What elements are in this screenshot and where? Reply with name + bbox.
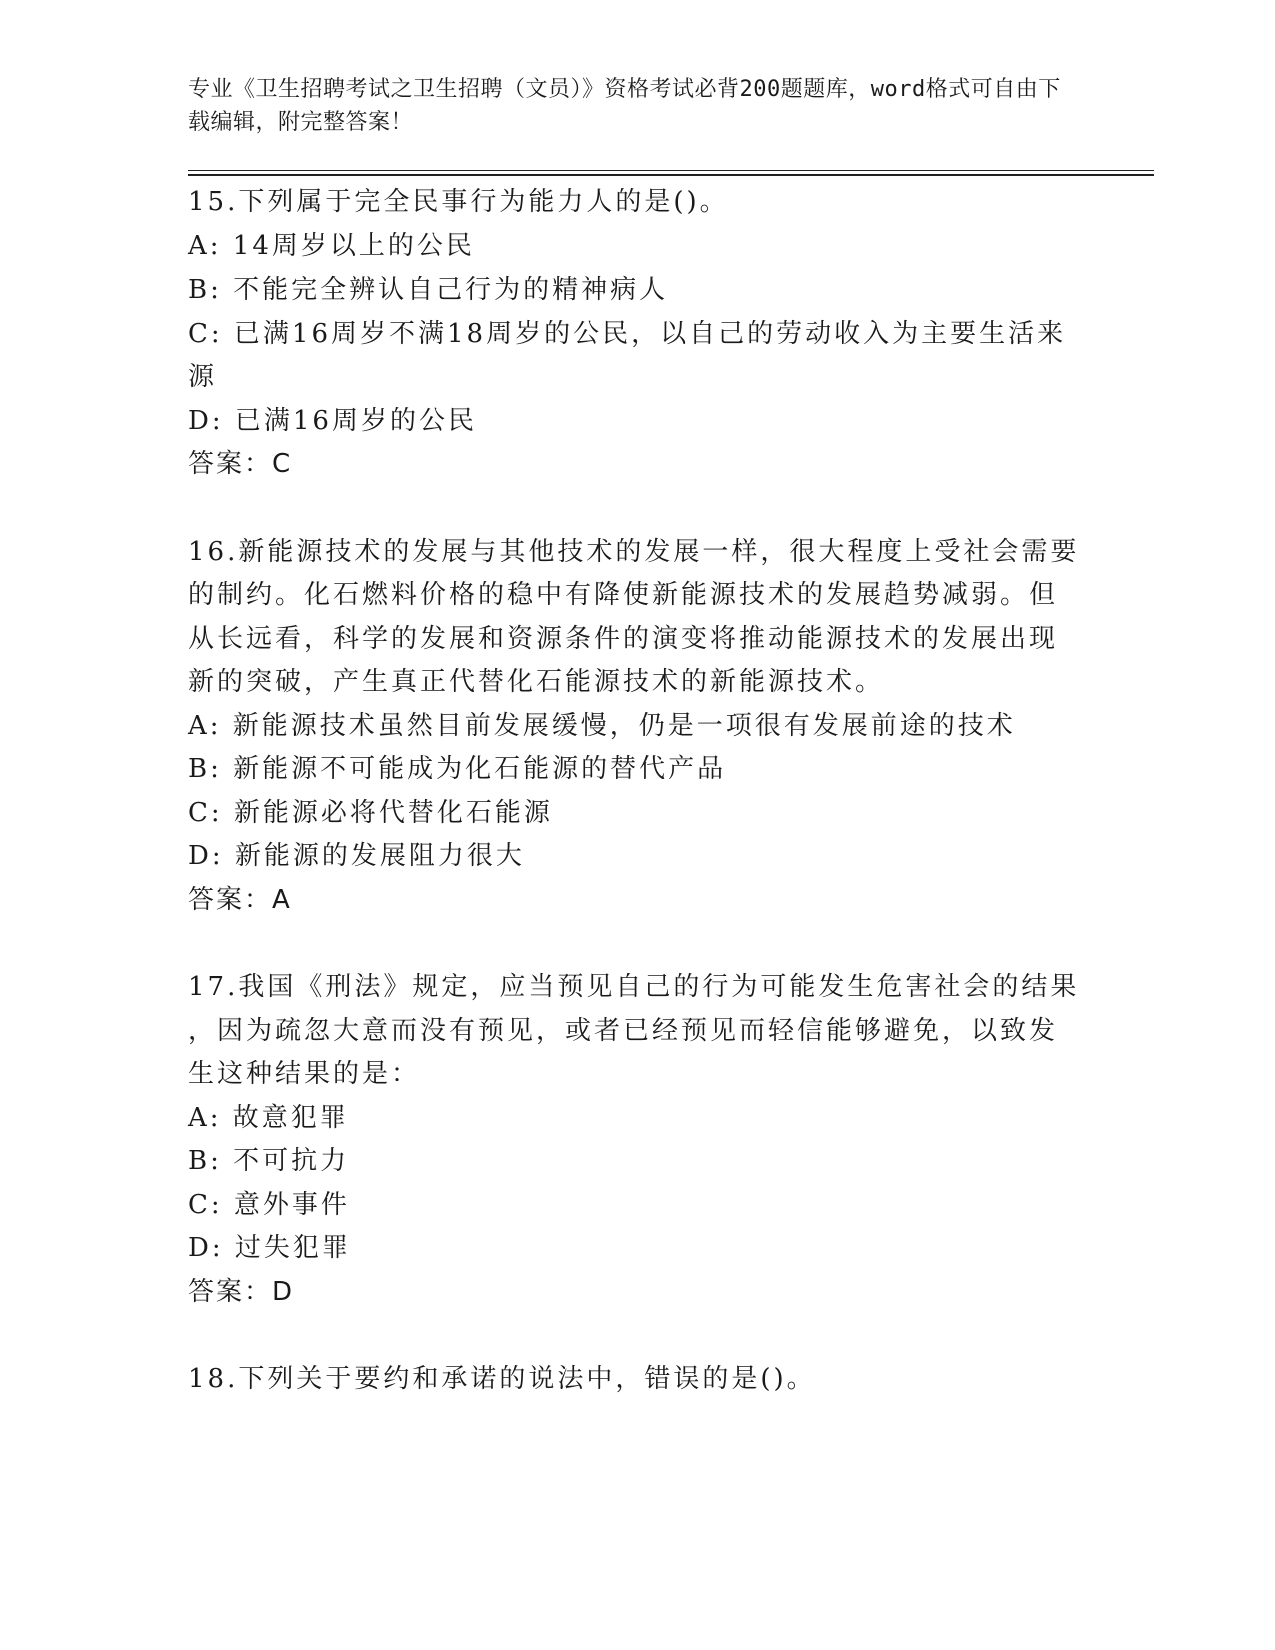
question-15-answer: 答案：C [188,449,293,479]
question-18-stem: 18.下列关于要约和承诺的说法中，错误的是()。 [188,1364,816,1394]
question-15-option-d: D: 已满16周岁的公民 [188,406,477,436]
question-17-stem-line-3: 生这种结果的是： [188,1059,421,1089]
question-16-option-d: D: 新能源的发展阻力很大 [188,841,525,871]
question-17-stem-line-1: 17.我国《刑法》规定，应当预见自己的行为可能发生危害社会的结果 [188,972,1080,1002]
question-16-stem-line-2: 的制约。化石燃料价格的稳中有降使新能源技术的发展趋势减弱。但 [188,580,1059,610]
question-15-option-c-cont: 源 [188,362,218,392]
question-17-option-a: A: 故意犯罪 [188,1103,349,1133]
question-16-option-b: B: 新能源不可能成为化石能源的替代产品 [188,754,727,784]
question-16-stem-line-1: 16.新能源技术的发展与其他技术的发展一样，很大程度上受社会需要 [188,537,1080,567]
header-divider-thick [188,174,1154,176]
question-15-option-b: B: 不能完全辨认自己行为的精神病人 [188,275,669,305]
question-16-option-a: A: 新能源技术虽然目前发展缓慢，仍是一项很有发展前途的技术 [188,711,1016,741]
header-divider-thin [188,170,1154,171]
question-15-stem: 15.下列属于完全民事行为能力人的是()。 [188,187,729,217]
question-17-stem-line-2: ，因为疏忽大意而没有预见，或者已经预见而轻信能够避免，以致发 [188,1016,1059,1046]
question-16-answer: 答案：A [188,885,292,915]
question-15-option-a: A: 14周岁以上的公民 [188,231,475,261]
document-header: 专业《卫生招聘考试之卫生招聘（文员）》资格考试必背200题题库，word格式可自由下载编辑，附完整答案！ [188,77,1061,135]
question-17-answer: 答案：D [188,1277,295,1307]
question-16-stem-line-3: 从长远看，科学的发展和资源条件的演变将推动能源技术的发展出现 [188,624,1059,654]
question-17-option-d: D: 过失犯罪 [188,1233,351,1263]
question-16-option-c: C: 新能源必将代替化石能源 [188,798,553,828]
question-17-option-b: B: 不可抗力 [188,1146,350,1176]
question-16-stem-line-4: 新的突破，产生真正代替化石能源技术的新能源技术。 [188,667,885,697]
question-15-option-c: C: 已满16周岁不满18周岁的公民，以自己的劳动收入为主要生活来 [188,319,1067,349]
question-17-option-c: C: 意外事件 [188,1190,350,1220]
